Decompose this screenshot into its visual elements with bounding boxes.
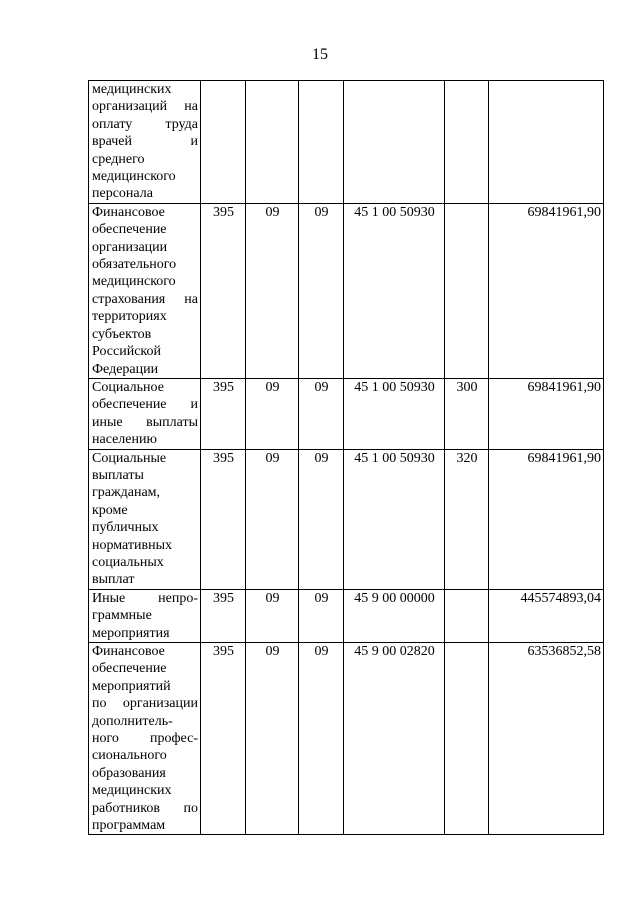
name-line: Федерации — [92, 361, 159, 377]
name-line: обязательного — [92, 257, 177, 273]
cell-amount: 69841961,90 — [489, 203, 604, 378]
name-line: Иные непро- — [92, 590, 198, 606]
name-line: работников по — [92, 800, 198, 816]
name-line: Финансовое — [92, 204, 165, 220]
cell-target-article — [344, 81, 445, 204]
page-number: 15 — [312, 46, 328, 63]
name-line: обеспечение — [92, 222, 167, 238]
name-line: медицинских — [92, 783, 172, 799]
cell-section — [246, 81, 299, 204]
budget-table — [88, 80, 604, 835]
cell-expense-type: 320 — [445, 449, 489, 589]
cell-target-article: 45 9 00 02820 — [344, 643, 445, 835]
name-line: Социальное — [92, 379, 164, 395]
cell-subsection: 09 — [299, 589, 344, 642]
name-line: страхования на — [92, 291, 198, 307]
name-line: сионального — [92, 748, 167, 764]
cell-section: 09 — [246, 449, 299, 589]
name-line: иные выплаты — [92, 414, 198, 430]
cell-name — [89, 589, 201, 642]
cell-grbs: 395 — [201, 449, 246, 589]
name-line: дополнитель- — [92, 713, 173, 729]
table-row — [89, 81, 604, 204]
cell-target-article: 45 9 00 00000 — [344, 589, 445, 642]
name-line: по организации — [92, 696, 198, 712]
cell-amount: 69841961,90 — [489, 449, 604, 589]
cell-amount: 63536852,58 — [489, 643, 604, 835]
name-line: субъектов — [92, 326, 152, 342]
name-line: публичных — [92, 520, 159, 536]
name-line: персонала — [92, 186, 153, 202]
cell-grbs: 395 — [201, 643, 246, 835]
cell-expense-type — [445, 81, 489, 204]
cell-grbs — [201, 81, 246, 204]
cell-section: 09 — [246, 378, 299, 449]
name-line: медицинских — [92, 82, 172, 97]
name-line: медицинского — [92, 169, 176, 185]
cell-name — [89, 449, 201, 589]
cell-grbs: 395 — [201, 378, 246, 449]
name-line: кроме — [92, 502, 128, 518]
cell-amount — [489, 81, 604, 204]
name-line: организаций на — [92, 99, 198, 115]
name-line: среднего — [92, 151, 145, 167]
name-line: социальных — [92, 554, 164, 570]
name-line: ного профес- — [92, 731, 198, 747]
cell-section: 09 — [246, 589, 299, 642]
name-line: выплаты — [92, 467, 144, 483]
name-line: оплату труда — [92, 116, 198, 132]
cell-name — [89, 378, 201, 449]
cell-expense-type — [445, 203, 489, 378]
cell-amount: 445574893,04 — [489, 589, 604, 642]
name-line: обеспечение — [92, 661, 167, 677]
table-body — [89, 81, 604, 835]
cell-grbs: 395 — [201, 589, 246, 642]
cell-section: 09 — [246, 203, 299, 378]
cell-target-article: 45 1 00 50930 — [344, 203, 445, 378]
name-line: мероприятий — [92, 678, 171, 694]
name-line: выплат — [92, 572, 135, 588]
name-line: образования — [92, 765, 166, 781]
table-row — [89, 449, 604, 589]
name-line: медицинского — [92, 274, 176, 290]
table-row — [89, 589, 604, 642]
cell-name — [89, 81, 201, 204]
name-line: граммные — [92, 608, 152, 624]
cell-expense-type — [445, 643, 489, 835]
name-line: Российской — [92, 344, 161, 360]
cell-subsection: 09 — [299, 643, 344, 835]
cell-expense-type — [445, 589, 489, 642]
cell-subsection — [299, 81, 344, 204]
name-line: территориях — [92, 309, 167, 325]
cell-grbs: 395 — [201, 203, 246, 378]
cell-target-article: 45 1 00 50930 — [344, 449, 445, 589]
cell-target-article: 45 1 00 50930 — [344, 378, 445, 449]
name-line: Социальные — [92, 450, 167, 466]
table-row — [89, 203, 604, 378]
name-line: программам — [92, 818, 166, 834]
cell-subsection: 09 — [299, 378, 344, 449]
name-line: населению — [92, 432, 157, 448]
name-line: нормативных — [92, 537, 173, 553]
name-line: Финансовое — [92, 644, 165, 659]
name-line: врачей и — [92, 134, 198, 150]
cell-section: 09 — [246, 643, 299, 835]
cell-subsection: 09 — [299, 203, 344, 378]
cell-expense-type: 300 — [445, 378, 489, 449]
table-row — [89, 643, 604, 835]
name-line: обеспечение и — [92, 397, 198, 413]
cell-subsection: 09 — [299, 449, 344, 589]
cell-amount: 69841961,90 — [489, 378, 604, 449]
cell-name — [89, 643, 201, 835]
name-line: организации — [92, 239, 168, 255]
name-line: гражданам, — [92, 485, 161, 501]
cell-name — [89, 203, 201, 378]
name-line: мероприятия — [92, 625, 170, 641]
table-row — [89, 378, 604, 449]
